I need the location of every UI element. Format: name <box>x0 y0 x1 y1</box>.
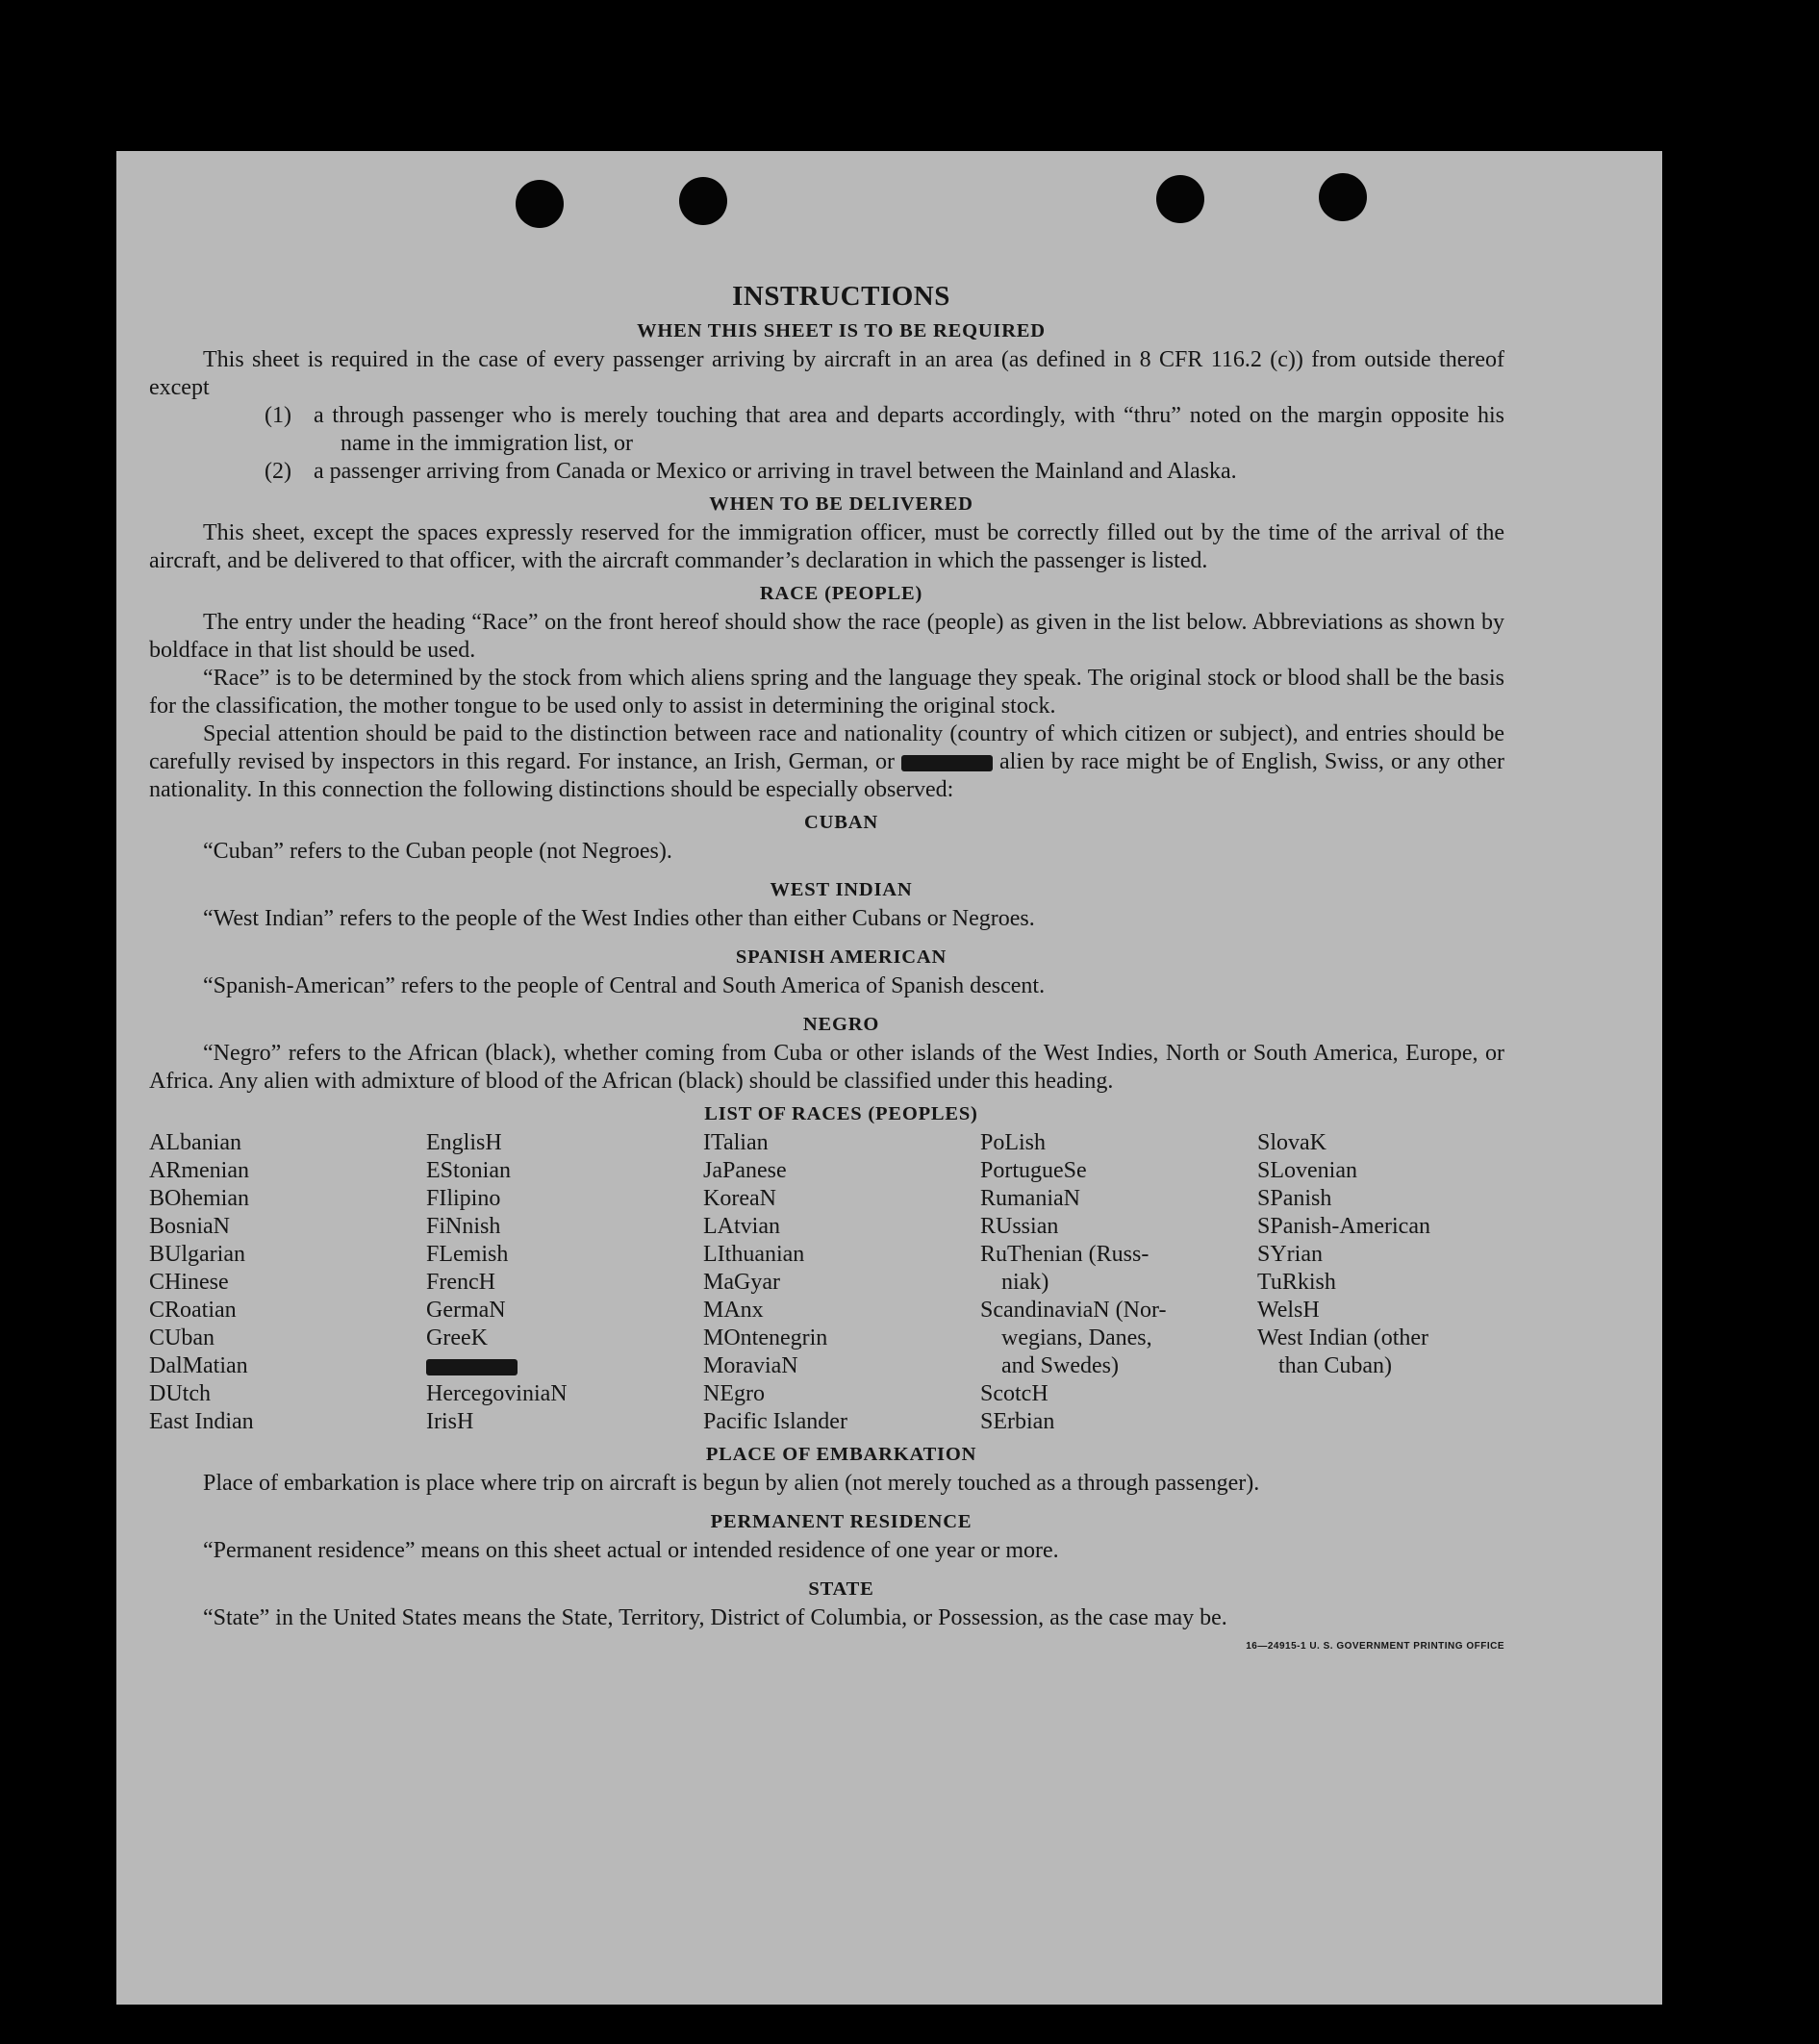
section-heading: STATE <box>808 1578 874 1600</box>
paragraph: This sheet is required in the case of every passenger arriving by aircraft in an area (as defined in 8 CFR 116.2 (c)) from outside thereof except <box>149 347 1504 400</box>
race-entry: RumaniaN <box>980 1186 1080 1211</box>
race-entry: FLemish <box>426 1242 509 1267</box>
race-entry: CHinese <box>149 1270 229 1295</box>
paragraph: Place of embarkation is place where trip on aircraft is begun by alien (not merely touched as a through passenger). <box>203 1471 1260 1496</box>
race-entry: SlovaK <box>1257 1130 1326 1155</box>
section-heading: SPANISH AMERICAN <box>735 946 947 968</box>
race-column <box>426 1129 703 1436</box>
race-entry: DUtch <box>149 1381 211 1406</box>
race-entry: WelsH <box>1257 1298 1320 1323</box>
race-entry: SPanish <box>1257 1186 1332 1211</box>
instructions-content <box>149 281 1505 1652</box>
item-text: a through passenger who is merely touching that area and departs accordingly, with “thru” noted on the margin opposite his name in the immigration list, or <box>314 403 1504 456</box>
paragraph: “Cuban” refers to the Cuban people (not Negroes). <box>203 839 672 864</box>
paragraph: “West Indian” refers to the people of the West Indies other than either Cubans or Negroes. <box>203 906 1035 931</box>
punch-hole <box>679 177 727 225</box>
section-heading: CUBAN <box>804 812 878 833</box>
section-heading: WHEN THIS SHEET IS TO BE REQUIRED <box>637 320 1046 341</box>
race-entry: NEgro <box>703 1381 765 1406</box>
punch-hole <box>516 180 564 228</box>
race-entry: EnglisH <box>426 1130 502 1155</box>
paragraph: “State” in the United States means the State, Territory, District of Columbia, or Possession, as the case may be. <box>203 1605 1227 1630</box>
race-entry: SLovenian <box>1257 1158 1357 1183</box>
state-block <box>149 1604 1504 1652</box>
race-entry: EStonian <box>426 1158 511 1183</box>
paragraph: This sheet, except the spaces expressly reserved for the immigration officer, must be correctly filled out by the time of the arrival of the aircraft, and be delivered to that officer, with the aircraft commander’s declaration in which the passenger is listed. <box>149 520 1504 573</box>
item-text: a passenger arriving from Canada or Mexico or arriving in travel between the Mainland and Alaska. <box>314 459 1237 484</box>
race-entry: HercegoviniaN <box>426 1381 568 1406</box>
race-entry: MAnx <box>703 1298 764 1323</box>
section-heading: WHEN TO BE DELIVERED <box>709 493 973 515</box>
paragraph: “Spanish-American” refers to the people of Central and South America of Spanish descent. <box>203 973 1046 998</box>
race-entry: KoreaN <box>703 1186 776 1211</box>
race-entry: wegians, Danes, <box>1001 1325 1152 1350</box>
race-entry: CUban <box>149 1325 215 1350</box>
printing-office-code: 16—24915-1 U. S. GOVERNMENT PRINTING OFFICE <box>1246 1641 1504 1652</box>
section-heading: LIST OF RACES (PEOPLES) <box>704 1103 978 1124</box>
section-heading: PLACE OF EMBARKATION <box>705 1444 977 1465</box>
race-entry: niak) <box>1001 1270 1049 1295</box>
punch-hole <box>1156 175 1204 223</box>
paragraph: “Negro” refers to the African (black), whether coming from Cuba or other islands of the West Indies, North or South America, Europe, or Africa. Any alien with admixture of blood of the African (black) should be classified under this heading. <box>149 1041 1504 1094</box>
document-page <box>116 151 1662 2005</box>
race-entry: Pacific Islander <box>703 1409 847 1434</box>
race-entry: CRoatian <box>149 1298 237 1323</box>
race-entry: MoraviaN <box>703 1353 798 1378</box>
race-entry: PoLish <box>980 1130 1047 1155</box>
race-entry: BUlgarian <box>149 1242 245 1267</box>
race-entry: RuThenian (Russ- <box>980 1242 1150 1267</box>
paragraph: “Race” is to be determined by the stock from which aliens spring and the language they speak. The original stock or blood shall be the basis for the classification, the mother tongue to be used only to assist in determining the original stock. <box>149 666 1504 719</box>
section-heading: NEGRO <box>802 1014 880 1035</box>
race-entry: DalMatian <box>149 1353 248 1378</box>
paragraph <box>149 720 1504 804</box>
race-entry: SYrian <box>1257 1242 1323 1267</box>
item-number: (2) <box>265 459 291 484</box>
race-entry: RUssian <box>980 1214 1059 1239</box>
redaction-mark <box>901 755 993 771</box>
paragraph: “Permanent residence” means on this sheet actual or intended residence of one year or more. <box>203 1538 1059 1563</box>
race-entry: LAtvian <box>703 1214 780 1239</box>
race-entry: ALbanian <box>149 1130 241 1155</box>
paragraph-text: alien by race might be of English, Swiss, or any other nationality. In this connection the following distinctions should be especially observed: <box>149 749 1505 802</box>
race-entry: West Indian (other <box>1257 1325 1429 1350</box>
race-entry: than Cuban) <box>1278 1353 1392 1378</box>
section-heading: PERMANENT RESIDENCE <box>710 1511 973 1532</box>
race-entry: PortugueSe <box>980 1158 1087 1183</box>
race-list <box>149 1129 1504 1436</box>
list-item <box>149 402 1504 458</box>
page-title: INSTRUCTIONS <box>732 281 950 312</box>
item-number: (1) <box>265 403 291 428</box>
race-entry: and Swedes) <box>1001 1353 1119 1378</box>
race-entry: TuRkish <box>1257 1270 1336 1295</box>
race-entry: JaPanese <box>703 1158 787 1183</box>
race-entry: GreeK <box>426 1325 488 1350</box>
race-entry: East Indian <box>149 1409 254 1434</box>
race-entry: BOhemian <box>149 1186 249 1211</box>
race-entry: SPanish-American <box>1257 1214 1430 1239</box>
race-column <box>980 1129 1257 1436</box>
race-entry: ScandinaviaN (Nor- <box>980 1298 1167 1323</box>
race-entry: MOntenegrin <box>703 1325 828 1350</box>
race-entry: FrencH <box>426 1270 495 1295</box>
list-item <box>149 458 1504 486</box>
section-heading: RACE (PEOPLE) <box>759 583 923 604</box>
race-column <box>1257 1129 1504 1436</box>
section-heading: WEST INDIAN <box>770 879 913 900</box>
race-entry: FiNnish <box>426 1214 501 1239</box>
race-entry: FIlipino <box>426 1186 501 1211</box>
race-entry: ScotcH <box>980 1381 1048 1406</box>
paragraph: The entry under the heading “Race” on the front hereof should show the race (people) as given in the list below. Abbreviations as shown by boldface in that list should be used. <box>149 610 1504 663</box>
redaction-mark <box>426 1359 518 1375</box>
race-entry: ARmenian <box>149 1158 249 1183</box>
race-column <box>703 1129 980 1436</box>
race-entry: MaGyar <box>703 1270 780 1295</box>
race-entry: BosniaN <box>149 1214 230 1239</box>
paragraph-text: Special attention should be paid to the distinction between race and nationality (country of which citizen or subject), and entries should be carefully revised by inspectors in this regard. For instance, an Irish, German, or <box>149 721 1504 774</box>
race-column <box>149 1129 426 1436</box>
race-entry: SErbian <box>980 1409 1055 1434</box>
punch-hole <box>1319 173 1367 221</box>
race-entry: IrisH <box>426 1409 474 1434</box>
race-entry: ITalian <box>703 1130 769 1155</box>
race-entry: GermaN <box>426 1298 506 1323</box>
race-entry: LIthuanian <box>703 1242 805 1267</box>
race-entry-redacted <box>426 1352 703 1380</box>
